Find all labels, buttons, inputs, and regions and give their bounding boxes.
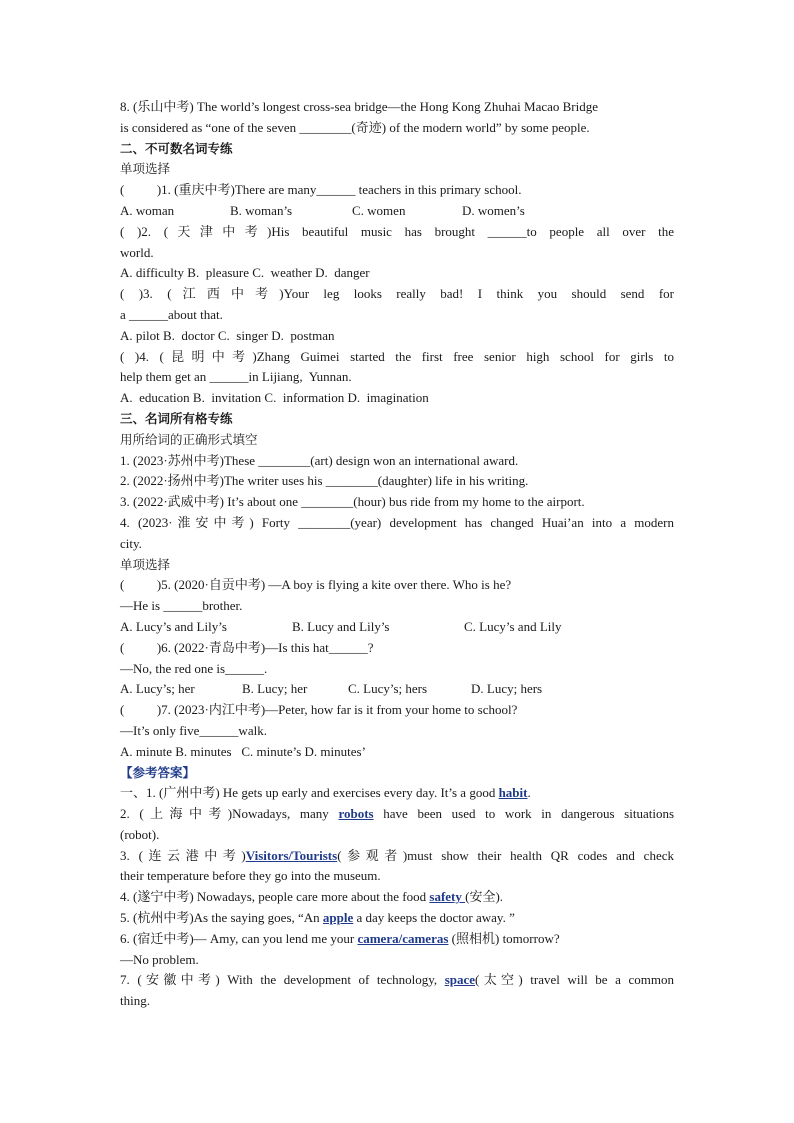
option-b: B. woman’s — [230, 202, 293, 218]
option-d: D. Lucy; hers — [471, 681, 543, 697]
question-2-options: A. difficulty B. pleasure C. weather D. danger — [120, 265, 370, 281]
answer-1-word: habit — [498, 785, 528, 801]
q8-line-2: is considered as “one of the seven ________(奇迹) of the modern world” by some people. — [120, 119, 590, 135]
answer-6-prefix: 6. (宿迁中考)— Amy, can you lend me your — [120, 930, 358, 946]
answer-3-suffix: (参观者)must show their health QR codes and check — [337, 847, 674, 863]
question-7-line-1: ( )7. (2023·内江中考)—Peter, how far is it from your home to school? — [120, 702, 518, 718]
question-1: ( )1. (重庆中考)There are many______ teachers in this primary school. — [120, 182, 522, 198]
question-4-line-1: ( )4. (昆明中考)Zhang Guimei started the first free senior high school for girls to — [120, 348, 674, 364]
answer-4-suffix: (安全). — [465, 889, 504, 905]
answer-2-prefix: 2. (上海中考)Nowadays, many — [120, 806, 339, 822]
answer-3-prefix: 3. (连云港中考) — [120, 847, 246, 863]
option-a: A. Lucy’s; her — [120, 681, 195, 697]
answer-7-line-2: thing. — [120, 993, 150, 1009]
section-3-subheading: 用所给词的正确形式填空 — [120, 431, 258, 447]
fill-1: 1. (2023·苏州中考)These ________(art) design won an international award. — [120, 452, 519, 468]
question-1-options — [120, 201, 674, 222]
answer-1 — [120, 783, 674, 804]
question-5-options — [120, 617, 674, 638]
option-c: C. Lucy’s; hers — [348, 681, 428, 697]
answer-5 — [120, 908, 674, 929]
option-d: D. women’s — [462, 202, 525, 218]
question-3-line-2: a ______about that. — [120, 306, 223, 322]
question-4-options: A. education B. invitation C. information D. imagination — [120, 390, 429, 406]
answer-4-prefix: 4. (遂宁中考) Nowadays, people care more about the food — [120, 889, 430, 905]
answer-5-word: apple — [322, 910, 354, 926]
option-c: C. Lucy’s and Lily — [464, 618, 562, 634]
question-6-options — [120, 679, 674, 700]
question-5-line-2: —He is ______brother. — [120, 598, 243, 614]
question-4-line-2: help them get an ______in Lijiang, Yunnan. — [120, 369, 352, 385]
answer-2-line-2: (robot). — [120, 826, 160, 842]
question-6-line-1: ( )6. (2022·青岛中考)—Is this hat______? — [120, 639, 374, 655]
fill-4-line-1: 4. (2023·淮安中考) Forty ________(year) development has changed Huai’an into a modern — [120, 514, 674, 530]
question-3-line-1: ( )3. (江西中考)Your leg looks really bad! I think you should send for — [120, 286, 674, 302]
question-2-line-1: ( )2. (天津中考)His beautiful music has brought ______to people all over the — [120, 223, 674, 239]
option-a: A. woman — [120, 202, 175, 218]
answer-1-prefix: 一、1. (广州中考) He gets up early and exercises every day. It’s a good — [120, 785, 499, 801]
question-2-line-2: world. — [120, 244, 154, 260]
answer-6-line-2: —No problem. — [120, 951, 199, 967]
answer-5-suffix: a day keeps the doctor away. ” — [353, 910, 515, 926]
q8-line-1: 8. (乐山中考) The world’s longest cross-sea bridge—the Hong Kong Zhuhai Macao Bridge — [120, 99, 599, 114]
answer-3-line-1 — [120, 846, 674, 867]
answer-3-line-2: their temperature before they go into the museum. — [120, 868, 381, 884]
fill-3: 3. (2022·武威中考) It’s about one ________(hour) bus ride from my home to the airport. — [120, 494, 585, 510]
question-3-options: A. pilot B. doctor C. singer D. postman — [120, 327, 335, 343]
question-7-options: A. minute B. minutes C. minute’s D. minutes’ — [120, 743, 366, 759]
answer-3-word: Visitors/Tourists — [245, 847, 338, 863]
question-6-line-2: —No, the red one is______. — [120, 660, 268, 676]
answer-4 — [120, 887, 674, 908]
section-2-heading: 二、不可数名词专练 — [120, 140, 233, 156]
option-c: C. women — [352, 202, 406, 218]
fill-2: 2. (2022·扬州中考)The writer uses his ________(daughter) life in his writing. — [120, 473, 529, 489]
answer-4-word: safety — [429, 889, 466, 905]
section-3-heading: 三、名词所有格专练 — [120, 410, 233, 426]
answer-2-suffix: have been used to work in dangerous situations — [373, 806, 674, 822]
answer-6-suffix: (照相机) tomorrow? — [448, 930, 560, 946]
option-b: B. Lucy and Lily’s — [292, 618, 390, 634]
answer-2-line-1 — [120, 804, 674, 825]
answer-1-suffix: . — [527, 785, 531, 801]
section-2-subheading: 单项选择 — [120, 161, 171, 177]
answer-6-word: camera/cameras — [357, 930, 449, 946]
question-7-line-2: —It’s only five______walk. — [120, 722, 267, 738]
answer-2-word: robots — [338, 806, 374, 822]
section-3-subheading-2: 单项选择 — [120, 556, 171, 572]
answer-7-line-1 — [120, 970, 674, 991]
answer-key-title: 【参考答案】 — [120, 764, 196, 780]
answer-7-word: space — [444, 972, 476, 988]
option-a: A. Lucy’s and Lily’s — [120, 618, 227, 634]
answer-5-prefix: 5. (杭州中考)As the saying goes, “An — [120, 910, 323, 926]
answer-7-suffix: (太空) travel will be a common — [475, 972, 674, 988]
answer-6-line-1 — [120, 929, 674, 950]
fill-4-line-2: city. — [120, 535, 142, 551]
answer-7-prefix: 7. (安徽中考) With the development of technology, — [120, 972, 445, 988]
question-5-line-1: ( )5. (2020·自贡中考) —A boy is flying a kite over there. Who is he? — [120, 577, 512, 593]
option-b: B. Lucy; her — [242, 681, 308, 697]
